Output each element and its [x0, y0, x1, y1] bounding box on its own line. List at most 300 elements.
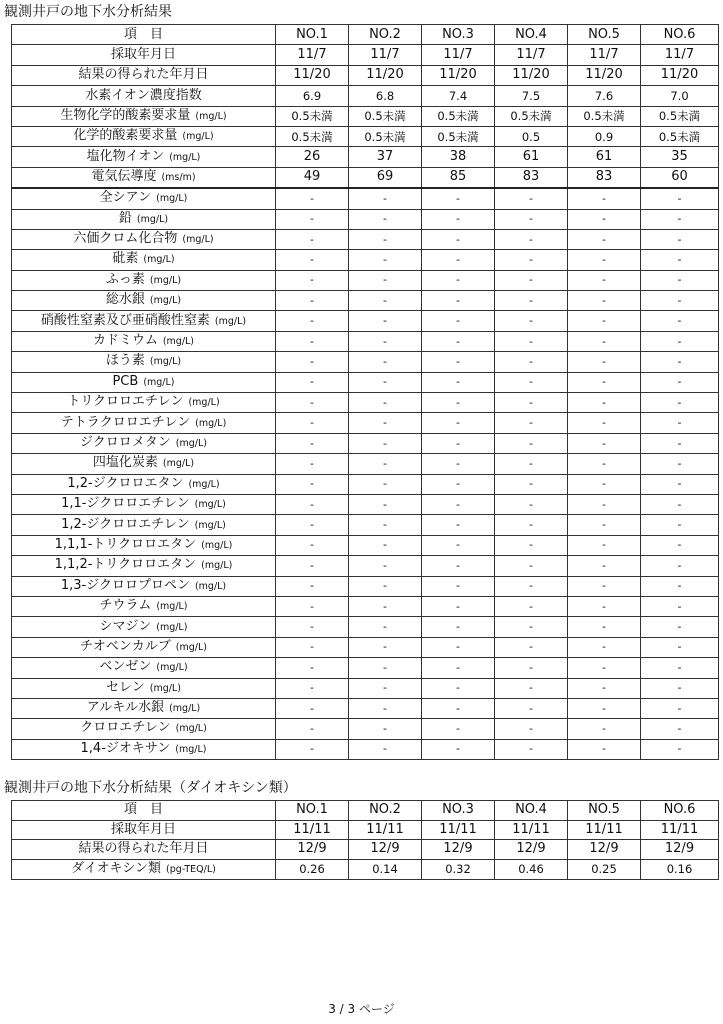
row-label [12, 250, 276, 270]
cell-no2: - [349, 331, 422, 351]
cell-no2: - [349, 617, 422, 637]
row-label [12, 474, 276, 494]
item-name: 1,2-ジクロロエチレン [61, 516, 190, 532]
table-row [12, 65, 719, 85]
groundwater-analysis-table [11, 24, 719, 760]
item-unit: (mg/L) [195, 417, 227, 429]
table-row [12, 311, 719, 331]
cell-no2: 69 [349, 167, 422, 188]
cell-no2: 37 [349, 147, 422, 167]
cell-no2: - [349, 209, 422, 229]
cell-no2: - [349, 311, 422, 331]
row-label [12, 413, 276, 433]
cell-no6: - [641, 291, 719, 311]
dioxin-analysis-table [11, 800, 719, 880]
table-row [12, 556, 719, 576]
cell-no1: 11/20 [276, 65, 349, 85]
item-name: 化学的酸素要求量 [73, 128, 178, 144]
row-label [12, 270, 276, 290]
cell-no5: - [568, 474, 641, 494]
cell-no1: - [276, 515, 349, 535]
cell-no2: 0.5未満 [349, 106, 422, 126]
cell-no4: - [495, 719, 568, 739]
header-well-no2: NO.2 [349, 801, 422, 821]
cell-no3: - [422, 291, 495, 311]
cell-no5: - [568, 576, 641, 596]
item-name: 1,1,1-トリクロロエタン [54, 536, 197, 552]
cell-no5: - [568, 698, 641, 718]
item-name: ベンゼン [99, 659, 152, 675]
cell-no5: 83 [568, 167, 641, 188]
cell-no4: - [495, 229, 568, 249]
table-row [12, 126, 719, 146]
cell-no1: - [276, 474, 349, 494]
page-number: 3 / 3 ページ [328, 1002, 395, 1016]
cell-no1: - [276, 698, 349, 718]
cell-no2: - [349, 291, 422, 311]
cell-no4: - [495, 617, 568, 637]
cell-no2: - [349, 250, 422, 270]
row-label [12, 637, 276, 657]
item-name: ほう素 [105, 353, 145, 369]
cell-no5: - [568, 270, 641, 290]
cell-no1: - [276, 331, 349, 351]
table-row [12, 209, 719, 229]
header-well-no1: NO.1 [276, 25, 349, 45]
table-row [12, 331, 719, 351]
cell-no6: - [641, 188, 719, 209]
table-row [12, 576, 719, 596]
table-row [12, 474, 719, 494]
table-row [12, 352, 719, 372]
cell-no3: - [422, 209, 495, 229]
cell-no6: - [641, 494, 719, 514]
cell-no1: - [276, 617, 349, 637]
table-row [12, 515, 719, 535]
cell-no6: - [641, 535, 719, 555]
cell-no6: - [641, 433, 719, 453]
cell-no2: 11/11 [349, 820, 422, 840]
cell-no3: - [422, 433, 495, 453]
item-name: 結果の得られた年月日 [78, 841, 209, 857]
table1-title: 観測井戸の地下水分析結果 [4, 4, 172, 20]
row-label [12, 147, 276, 167]
row-label [12, 454, 276, 474]
cell-no4: - [495, 576, 568, 596]
table-row [12, 820, 719, 840]
cell-no1: 12/9 [276, 840, 349, 860]
row-label [12, 535, 276, 555]
cell-no3: - [422, 494, 495, 514]
cell-no5: 61 [568, 147, 641, 167]
item-unit: (mg/L) [182, 131, 214, 143]
item-name: 硝酸性窒素及び亜硝酸性窒素 [40, 312, 210, 328]
cell-no1: - [276, 270, 349, 290]
row-label [12, 229, 276, 249]
cell-no6: - [641, 331, 719, 351]
cell-no6: - [641, 454, 719, 474]
cell-no6: - [641, 352, 719, 372]
header-well-no4: NO.4 [495, 801, 568, 821]
item-name: 採取年月日 [110, 821, 176, 837]
cell-no1: - [276, 658, 349, 678]
cell-no3: - [422, 739, 495, 759]
cell-no5: - [568, 494, 641, 514]
item-name: 生物化学的酸素要求量 [60, 107, 191, 123]
table-row [12, 658, 719, 678]
cell-no6: - [641, 250, 719, 270]
cell-no4: 0.46 [495, 859, 568, 879]
item-unit: (ms/m) [161, 171, 196, 183]
cell-no5: 11/11 [568, 820, 641, 840]
item-name: 砒素 [112, 251, 139, 267]
item-unit: (mg/L) [201, 560, 233, 572]
item-unit: (mg/L) [156, 601, 188, 613]
cell-no1: - [276, 229, 349, 249]
header-well-no1: NO.1 [276, 801, 349, 821]
row-label [12, 515, 276, 535]
table-row [12, 678, 719, 698]
item-unit: (mg/L) [194, 580, 227, 592]
cell-no5: - [568, 658, 641, 678]
table-row [12, 739, 719, 759]
item-name: 採取年月日 [110, 47, 176, 63]
cell-no4: - [495, 209, 568, 229]
item-name: 1,4-ジオキサン [80, 740, 171, 756]
row-label [12, 678, 276, 698]
table-row [12, 454, 719, 474]
table-row [12, 413, 719, 433]
cell-no3: 85 [422, 167, 495, 188]
item-name: セレン [106, 679, 145, 695]
item-unit: (mg/L) [162, 336, 195, 348]
cell-no6: - [641, 719, 719, 739]
cell-no5: - [568, 331, 641, 351]
table-row [12, 433, 719, 453]
item-name: PCB [112, 373, 139, 389]
cell-no4: - [495, 535, 568, 555]
item-unit: (mg/L) [149, 682, 181, 694]
row-label [12, 291, 276, 311]
cell-no2: - [349, 698, 422, 718]
cell-no4: - [495, 433, 568, 453]
cell-no4: - [495, 270, 568, 290]
item-name: アルキル水銀 [86, 700, 165, 716]
cell-no4: - [495, 352, 568, 372]
cell-no3: - [422, 617, 495, 637]
cell-no4: 61 [495, 147, 568, 167]
item-name: 総水銀 [105, 292, 145, 308]
cell-no1: - [276, 494, 349, 514]
cell-no6: - [641, 229, 719, 249]
item-unit: (mg/L) [156, 193, 188, 205]
header-well-no6: NO.6 [641, 801, 719, 821]
row-label [12, 698, 276, 718]
cell-no6: 0.5未満 [641, 106, 719, 126]
cell-no5: - [568, 209, 641, 229]
cell-no3: - [422, 331, 495, 351]
cell-no3: - [422, 413, 495, 433]
cell-no5: 7.6 [568, 86, 641, 106]
row-label [12, 494, 276, 514]
cell-no2: 11/7 [349, 45, 422, 65]
item-name: テトラクロロエチレン [60, 414, 191, 430]
cell-no1: 11/7 [276, 45, 349, 65]
cell-no2: - [349, 352, 422, 372]
item-unit: (mg/L) [149, 356, 182, 368]
cell-no5: 0.9 [568, 126, 641, 146]
item-name: 全シアン [99, 190, 152, 206]
cell-no2: 11/20 [349, 65, 422, 85]
table-row [12, 250, 719, 270]
row-label [12, 859, 276, 879]
cell-no4: - [495, 454, 568, 474]
cell-no6: - [641, 413, 719, 433]
cell-no1: 26 [276, 147, 349, 167]
row-label [12, 126, 276, 146]
cell-no6: 0.5未満 [641, 126, 719, 146]
cell-no1: - [276, 454, 349, 474]
item-name: ダイオキシン類 [71, 860, 162, 876]
item-name: チウラム [99, 598, 152, 614]
item-name: 1,1,2-トリクロロエタン [54, 557, 197, 573]
table-row [12, 494, 719, 514]
cell-no3: - [422, 576, 495, 596]
table-row [12, 106, 719, 126]
cell-no5: - [568, 454, 641, 474]
cell-no6: - [641, 372, 719, 392]
cell-no6: 11/11 [641, 820, 719, 840]
row-label [12, 167, 276, 188]
cell-no1: 0.26 [276, 859, 349, 879]
cell-no4: 11/11 [495, 820, 568, 840]
cell-no1: - [276, 372, 349, 392]
cell-no3: 12/9 [422, 840, 495, 860]
cell-no1: 6.9 [276, 86, 349, 106]
row-label [12, 86, 276, 106]
cell-no4: - [495, 637, 568, 657]
cell-no3: - [422, 658, 495, 678]
cell-no3: 38 [422, 147, 495, 167]
row-label [12, 596, 276, 616]
cell-no3: - [422, 229, 495, 249]
row-label [12, 739, 276, 759]
header-item: 項 目 [12, 801, 276, 821]
cell-no2: 12/9 [349, 840, 422, 860]
cell-no1: - [276, 433, 349, 453]
cell-no5: 11/7 [568, 45, 641, 65]
table-row [12, 270, 719, 290]
header-row [12, 801, 719, 821]
cell-no3: - [422, 637, 495, 657]
cell-no6: - [641, 637, 719, 657]
header-well-no2: NO.2 [349, 25, 422, 45]
row-label [12, 617, 276, 637]
cell-no5: - [568, 413, 641, 433]
table-row [12, 229, 719, 249]
item-unit: (mg/L) [143, 376, 175, 388]
cell-no1: - [276, 250, 349, 270]
row-label [12, 188, 276, 209]
table-row [12, 596, 719, 616]
cell-no1: - [276, 678, 349, 698]
cell-no1: - [276, 596, 349, 616]
row-label [12, 840, 276, 860]
table-row [12, 719, 719, 739]
item-unit: (mg/L) [195, 110, 227, 122]
cell-no3: 0.5未満 [422, 106, 495, 126]
item-unit: (mg/L) [194, 519, 226, 531]
cell-no2: - [349, 596, 422, 616]
table-row [12, 637, 719, 657]
cell-no4: - [495, 474, 568, 494]
row-label [12, 311, 276, 331]
cell-no5: - [568, 311, 641, 331]
cell-no3: - [422, 515, 495, 535]
cell-no4: - [495, 413, 568, 433]
row-label [12, 719, 276, 739]
cell-no6: - [641, 617, 719, 637]
item-unit: (mg/L) [188, 478, 220, 490]
cell-no5: - [568, 393, 641, 413]
item-unit: (mg/L) [188, 397, 220, 409]
row-label [12, 45, 276, 65]
item-unit: (mg/L) [182, 234, 214, 246]
item-name: 結果の得られた年月日 [78, 67, 209, 83]
cell-no2: - [349, 433, 422, 453]
item-unit: (mg/L) [156, 662, 188, 674]
cell-no5: 12/9 [568, 840, 641, 860]
cell-no3: - [422, 678, 495, 698]
cell-no2: - [349, 658, 422, 678]
cell-no5: - [568, 372, 641, 392]
cell-no5: - [568, 515, 641, 535]
cell-no3: - [422, 311, 495, 331]
cell-no6: - [641, 515, 719, 535]
cell-no2: - [349, 474, 422, 494]
cell-no3: - [422, 352, 495, 372]
item-unit: (mg/L) [149, 274, 182, 286]
header-well-no6: NO.6 [641, 25, 719, 45]
cell-no4: - [495, 188, 568, 209]
item-unit: (mg/L) [136, 213, 169, 225]
cell-no6: 11/20 [641, 65, 719, 85]
header-well-no3: NO.3 [422, 801, 495, 821]
cell-no3: 11/7 [422, 45, 495, 65]
item-name: 水素イオン濃度指数 [85, 87, 202, 103]
item-unit: (pg-TEQ/L) [166, 863, 216, 875]
cell-no3: - [422, 188, 495, 209]
cell-no5: - [568, 596, 641, 616]
cell-no2: 0.5未満 [349, 126, 422, 146]
item-name: 1,2-ジクロロエタン [67, 475, 184, 491]
cell-no2: - [349, 637, 422, 657]
cell-no3: - [422, 596, 495, 616]
cell-no6: 12/9 [641, 840, 719, 860]
cell-no4: 12/9 [495, 840, 568, 860]
cell-no4: 83 [495, 167, 568, 188]
row-label [12, 352, 276, 372]
cell-no6: - [641, 209, 719, 229]
cell-no5: - [568, 719, 641, 739]
cell-no1: - [276, 576, 349, 596]
cell-no4: - [495, 698, 568, 718]
cell-no1: - [276, 413, 349, 433]
cell-no3: 0.5未満 [422, 126, 495, 146]
cell-no6: - [641, 739, 719, 759]
cell-no4: 7.5 [495, 86, 568, 106]
cell-no3: 7.4 [422, 86, 495, 106]
header-well-no3: NO.3 [422, 25, 495, 45]
cell-no1: - [276, 291, 349, 311]
cell-no2: - [349, 270, 422, 290]
cell-no4: 0.5未満 [495, 106, 568, 126]
item-unit: (mg/L) [162, 458, 195, 470]
item-unit: (mg/L) [156, 621, 188, 633]
cell-no2: - [349, 372, 422, 392]
row-label [12, 658, 276, 678]
header-well-no5: NO.5 [568, 801, 641, 821]
item-name: シマジン [99, 618, 152, 634]
header-item: 項 目 [12, 25, 276, 45]
row-label [12, 106, 276, 126]
cell-no1: - [276, 719, 349, 739]
cell-no4: - [495, 494, 568, 514]
item-unit: (mg/L) [169, 151, 201, 163]
table-row [12, 167, 719, 188]
row-label [12, 556, 276, 576]
cell-no3: 11/20 [422, 65, 495, 85]
row-label [12, 433, 276, 453]
item-unit: (mg/L) [169, 703, 201, 715]
cell-no4: - [495, 331, 568, 351]
table-row [12, 393, 719, 413]
table-row [12, 535, 719, 555]
cell-no5: 0.25 [568, 859, 641, 879]
table-row [12, 147, 719, 167]
cell-no3: 11/11 [422, 820, 495, 840]
cell-no3: - [422, 719, 495, 739]
cell-no1: 11/11 [276, 820, 349, 840]
table-row [12, 859, 719, 879]
cell-no6: - [641, 311, 719, 331]
cell-no2: - [349, 535, 422, 555]
cell-no3: - [422, 372, 495, 392]
cell-no3: 0.32 [422, 859, 495, 879]
header-row [12, 25, 719, 45]
cell-no1: - [276, 637, 349, 657]
item-name: 1,3-ジクロロプロペン [60, 577, 190, 593]
item-name: 四塩化炭素 [92, 455, 158, 471]
cell-no4: - [495, 250, 568, 270]
cell-no4: - [495, 291, 568, 311]
cell-no4: - [495, 658, 568, 678]
cell-no6: 35 [641, 147, 719, 167]
cell-no5: 0.5未満 [568, 106, 641, 126]
cell-no6: 0.16 [641, 859, 719, 879]
item-name: ふっ素 [105, 271, 145, 287]
cell-no4: - [495, 678, 568, 698]
item-unit: (mg/L) [175, 723, 207, 735]
cell-no3: - [422, 270, 495, 290]
table-row [12, 86, 719, 106]
cell-no4: 11/20 [495, 65, 568, 85]
cell-no6: - [641, 698, 719, 718]
cell-no3: - [422, 250, 495, 270]
table-row [12, 291, 719, 311]
item-name: 鉛 [118, 210, 132, 226]
cell-no5: - [568, 433, 641, 453]
